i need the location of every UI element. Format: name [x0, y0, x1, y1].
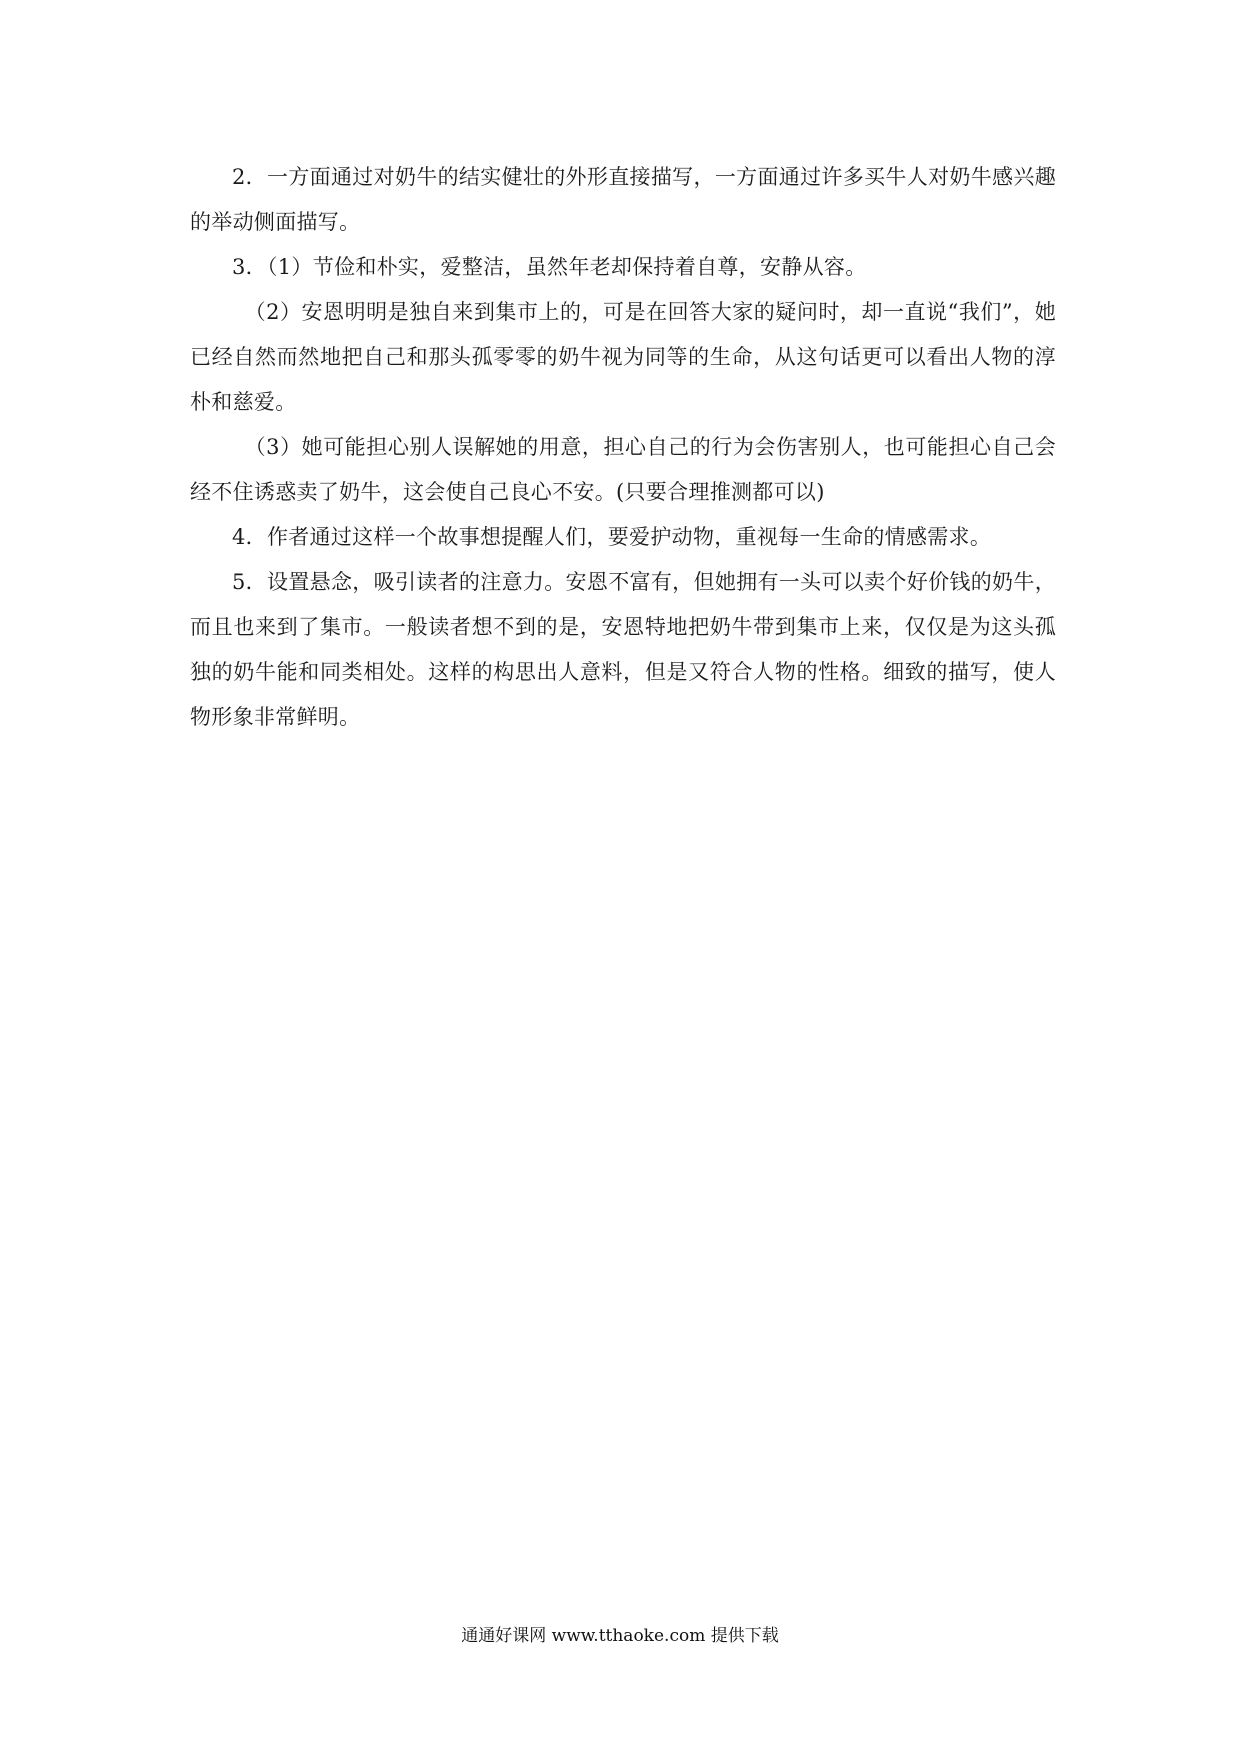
answer-5-paragraph: 5．设置悬念，吸引读者的注意力。安恩不富有，但她拥有一头可以卖个好价钱的奶牛，而且也来到了集市。一般读者想不到的是，安恩特地把奶牛带到集市上来，仅仅是为这头孤独的奶牛能和同类相处。这样的构思出人意料，但是又符合人物的性格。细致的描写，使人物形象非常鲜明。	[190, 570, 1056, 729]
answer-content	[190, 155, 1056, 740]
answer-3-1-paragraph: 3．（1）节俭和朴实，爱整洁，虽然年老却保持着自尊，安静从容。	[232, 255, 867, 279]
answer-3-3-paragraph: （3）她可能担心别人误解她的用意，担心自己的行为会伤害别人，也可能担心自己会经不住诱惑卖了奶牛，这会使自己良心不安。(只要合理推测都可以)	[190, 435, 1056, 504]
answer-4-paragraph: 4．作者通过这样一个故事想提醒人们，要爱护动物，重视每一生命的情感需求。	[232, 525, 992, 549]
answer-3-2-paragraph: （2）安恩明明是独自来到集市上的，可是在回答大家的疑问时，却一直说“我们”，她已经自然而然地把自己和那头孤零零的奶牛视为同等的生命，从这句话更可以看出人物的淳朴和慈爱。	[190, 300, 1056, 414]
page-footer: 通通好课网 www.tthaoke.com 提供下载	[461, 1626, 779, 1646]
answer-2-paragraph: 2．一方面通过对奶牛的结实健壮的外形直接描写，一方面通过许多买牛人对奶牛感兴趣的举动侧面描写。	[190, 165, 1056, 234]
